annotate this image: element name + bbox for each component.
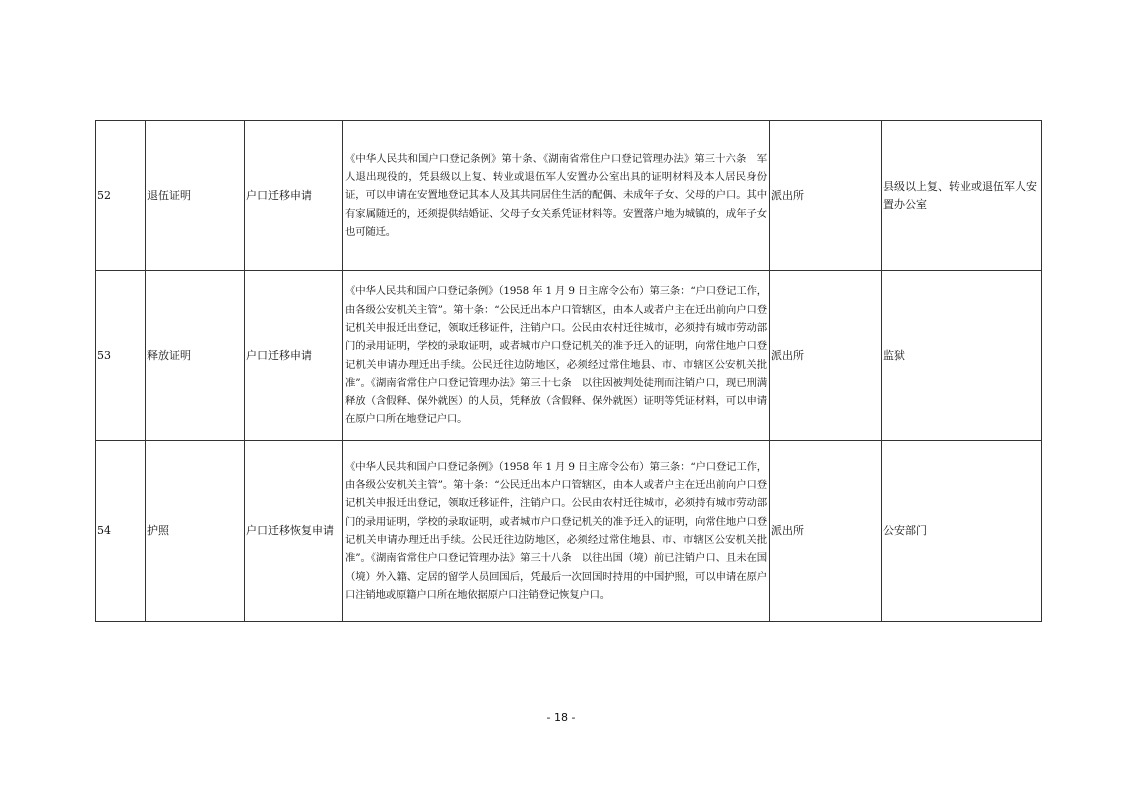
issuing-unit-cell: 公安部门 [882, 441, 1042, 622]
material-name-cell: 退伍证明 [146, 121, 245, 271]
page-number: - 18 - [546, 711, 576, 724]
issuing-unit-cell: 县级以上复、转业或退伍军人安置办公室 [882, 121, 1042, 271]
handling-unit-cell: 派出所 [770, 121, 882, 271]
row-number-cell: 52 [96, 121, 146, 271]
table-row [96, 121, 1042, 271]
table-row [96, 271, 1042, 441]
issuing-unit-cell: 监狱 [882, 271, 1042, 441]
matter-cell: 户口迁移恢复申请 [245, 441, 343, 622]
handling-unit-cell: 派出所 [770, 441, 882, 622]
legal-basis-cell: 《中华人民共和国户口登记条例》（1958 年 1 月 9 日主席令公布）第三条：“户口登记工作，由各级公安机关主管”。第十条：“公民迁出本户口管辖区，由本人或者户主在迁出前向户口登记机关申报迁出登记，领取迁移证件，注销户口。公民由农村迁往城市，必须持有城市劳动部门的录用证明，学校的录取证明，或者城市户口登记机关的准予迁入的证明，向常住地户口登记机关申请办理迁出手续。公民迁往边防地区，必须经过常住地县、市、市辖区公安机关批准”。《湖南省常住户口登记管理办法》第三十八条 以往出国（境）前已注销户口、且未在国（境）外入籍、定居的留学人员回国后，凭最后一次回国时持用的中国护照，可以申请在原户口注销地或原籍户口所在地依据原户口注销登记恢复户口。 [343, 441, 770, 622]
document-table [95, 120, 1042, 622]
legal-basis-cell: 《中华人民共和国户口登记条例》第十条、《湖南省常住户口登记管理办法》第三十六条 军人退出现役的，凭县级以上复、转业或退伍军人安置办公室出具的证明材料及本人居民身份证，可以申请在安置地登记其本人及其共同居住生活的配偶、未成年子女、父母的户口。其中有家属随迁的，还须提供结婚证、父母子女关系凭证材料等。安置落户地为城镇的，成年子女也可随迁。 [343, 121, 770, 271]
material-name-cell: 护照 [146, 441, 245, 622]
row-number-cell: 54 [96, 441, 146, 622]
legal-basis-cell: 《中华人民共和国户口登记条例》（1958 年 1 月 9 日主席令公布）第三条：“户口登记工作，由各级公安机关主管”。第十条：“公民迁出本户口管辖区，由本人或者户主在迁出前向户口登记机关申报迁出登记，领取迁移证件，注销户口。公民由农村迁往城市，必须持有城市劳动部门的录用证明，学校的录取证明，或者城市户口登记机关的准予迁入的证明，向常住地户口登记机关申请办理迁出手续。公民迁往边防地区，必须经过常住地县、市、市辖区公安机关批准”。《湖南省常住户口登记管理办法》第三十七条 以往因被判处徒刑而注销户口，现已刑满释放（含假释、保外就医）的人员，凭释放（含假释、保外就医）证明等凭证材料，可以申请在原户口所在地登记户口。 [343, 271, 770, 441]
matter-cell: 户口迁移申请 [245, 121, 343, 271]
material-name-cell: 释放证明 [146, 271, 245, 441]
handling-unit-cell: 派出所 [770, 271, 882, 441]
row-number-cell: 53 [96, 271, 146, 441]
table-row [96, 441, 1042, 622]
matter-cell: 户口迁移申请 [245, 271, 343, 441]
